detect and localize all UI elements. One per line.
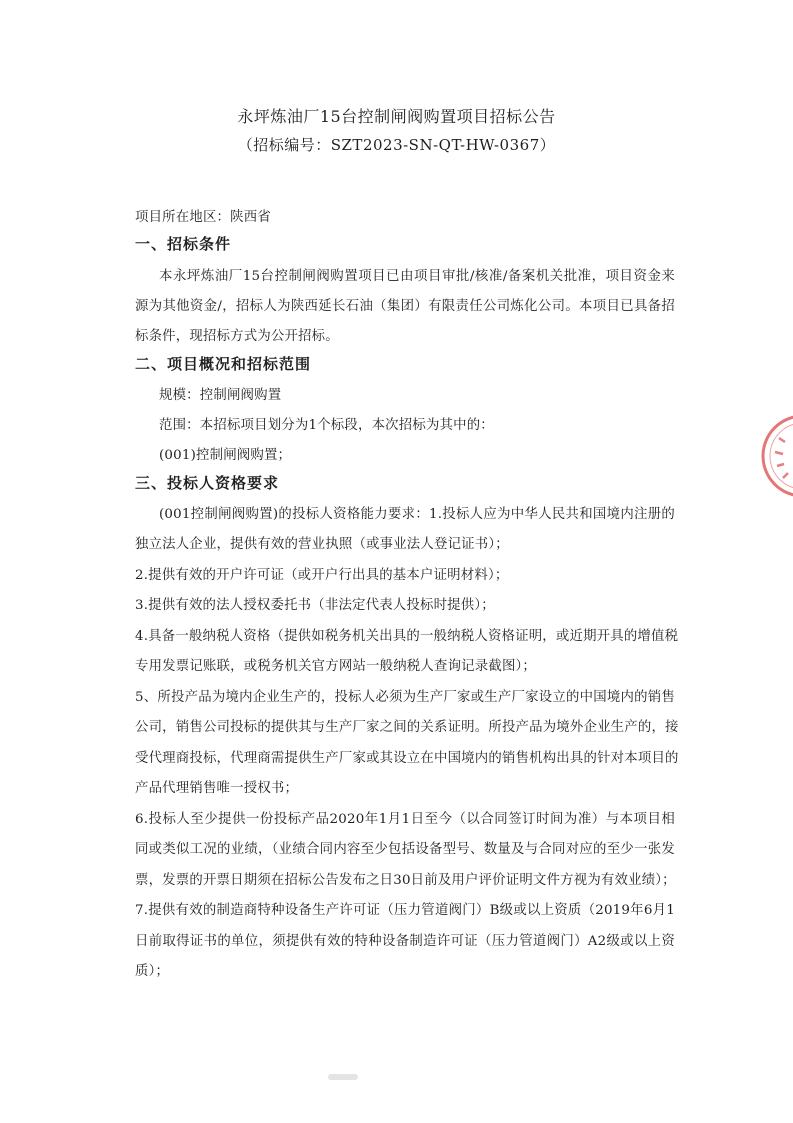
paragraph-line: 票，发票的开票日期须在招标公告发布之日30日前及用户评价证明文件方视为有效业绩）； (135, 873, 676, 888)
paragraph-line: 产品代理销售唯一授权书； (135, 781, 299, 796)
page-title: 永坪炼油厂15台控制闸阀购置项目招标公告 (237, 107, 556, 126)
paragraph-line: 范围：本招标项目划分为1个标段，本次招标为其中的： (159, 418, 494, 433)
paragraph-line: 独立法人企业，提供有效的营业执照（或事业法人登记证书）； (135, 537, 509, 552)
paragraph-line: 规模：控制闸阀购置 (159, 388, 282, 403)
paragraph-line: 2.提供有效的开户许可证（或开户行出具的基本户证明材料）； (135, 568, 509, 583)
paragraph-line: 同或类似工况的业绩，（业绩合同内容至少包括设备型号、数量及与合同对应的至少一张发 (135, 842, 675, 857)
paragraph-line: (001控制闸阀购置)的投标人资格能力要求：1.投标人应为中华人民共和国境内注册的 (159, 507, 675, 522)
paragraph-line: 专用发票记账联，或税务机关官方网站一般纳税人查询记录截图）； (135, 659, 537, 674)
paragraph-line: (001)控制闸阀购置； (159, 448, 292, 463)
paragraph-line: 4.具备一般纳税人资格（提供如税务机关出具的一般纳税人资格证明，或近期开具的增值税 (135, 629, 679, 644)
section-heading-qualifications: 三、投标人资格要求 (135, 474, 280, 492)
paragraph-line: 受代理商投标，代理商需提供生产厂家或其设立在中国境内的销售机构出具的针对本项目的 (135, 751, 679, 766)
paragraph-line: 标条件，现招标方式为公开招标。 (135, 329, 339, 344)
paragraph-line: 5、所投产品为境内企业生产的，投标人必须为生产厂家或生产厂家设立的中国境内的销售 (135, 690, 675, 705)
paragraph-line: 6.投标人至少提供一份投标产品2020年1月1日至今（以合同签订时间为准）与本项目相 (135, 812, 675, 827)
project-region: 项目所在地区：陕西省 (135, 210, 271, 225)
paragraph-line: 本永坪炼油厂15台控制闸阀购置项目已由项目审批/核准/备案机关批准，项目资金来 (159, 269, 675, 284)
paragraph-line: 7.提供有效的制造商特种设备生产许可证（压力管道阀门）B级或以上资质（2019年6月1 (135, 903, 675, 918)
paragraph-line: 日前取得证书的单位，须提供有效的特种设备制造许可证（压力管道阀门）A2级或以上资 (135, 934, 675, 949)
paragraph-line: 3.提供有效的法人授权委托书（非法定代表人投标时提供）； (135, 598, 495, 613)
paragraph-line: 源为其他资金/，招标人为陕西延长石油（集团）有限责任公司炼化公司。本项目已具备招 (135, 299, 675, 314)
paragraph-line: 公司，销售公司投标的提供其与生产厂家之间的关系证明。所投产品为境外企业生产的，接 (135, 720, 679, 735)
red-seal-icon (753, 408, 793, 504)
paragraph-line: 质）； (135, 964, 170, 979)
bid-number: （招标编号：SZT2023-SN-QT-HW-0367） (237, 136, 556, 154)
scan-smudge (328, 1074, 358, 1080)
section-heading-scope: 二、项目概况和招标范围 (135, 355, 312, 373)
section-heading-conditions: 一、招标条件 (135, 235, 232, 253)
